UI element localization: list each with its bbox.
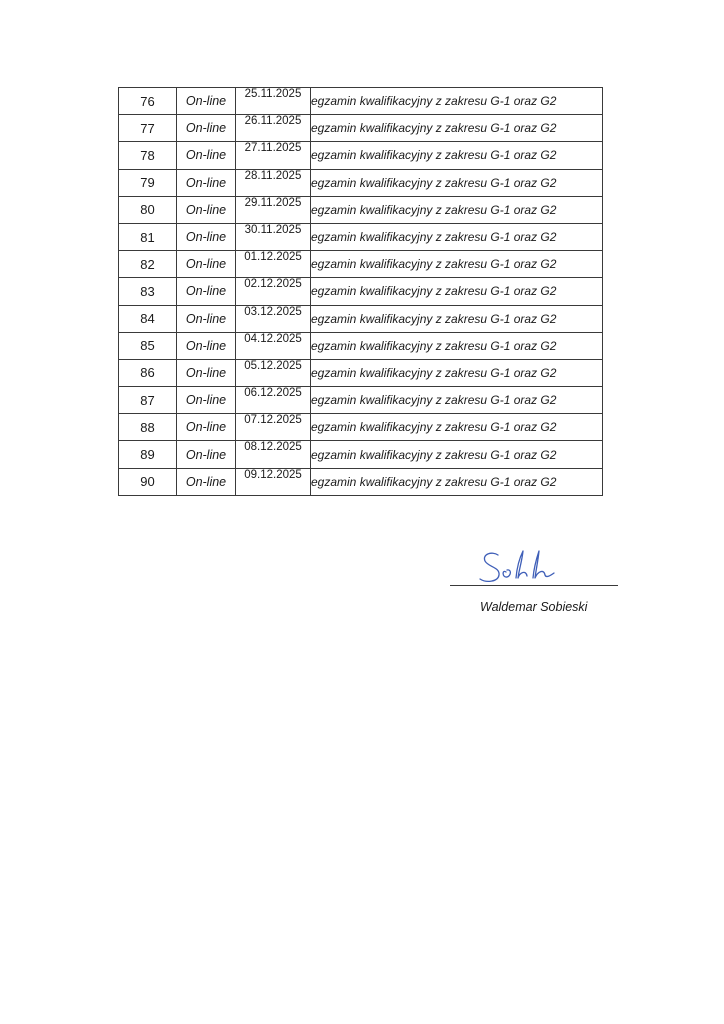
row-description: egzamin kwalifikacyjny z zakresu G-1 oraz G2 (311, 332, 603, 359)
signature-line (450, 585, 618, 586)
row-number: 87 (119, 387, 177, 414)
row-mode: On-line (177, 414, 236, 441)
row-date: 26.11.2025 (236, 115, 311, 142)
row-date: 29.11.2025 (236, 196, 311, 223)
row-date: 06.12.2025 (236, 387, 311, 414)
row-description: egzamin kwalifikacyjny z zakresu G-1 oraz G2 (311, 387, 603, 414)
handwritten-signature (476, 545, 586, 587)
row-mode: On-line (177, 223, 236, 250)
row-number: 77 (119, 115, 177, 142)
row-description: egzamin kwalifikacyjny z zakresu G-1 oraz G2 (311, 468, 603, 495)
row-number: 80 (119, 196, 177, 223)
row-description: egzamin kwalifikacyjny z zakresu G-1 oraz G2 (311, 251, 603, 278)
row-description: egzamin kwalifikacyjny z zakresu G-1 oraz G2 (311, 169, 603, 196)
row-mode: On-line (177, 88, 236, 115)
row-mode: On-line (177, 142, 236, 169)
row-date: 07.12.2025 (236, 414, 311, 441)
row-date: 30.11.2025 (236, 223, 311, 250)
row-number: 88 (119, 414, 177, 441)
row-number: 81 (119, 223, 177, 250)
table-row (119, 278, 603, 305)
row-mode: On-line (177, 251, 236, 278)
row-description: egzamin kwalifikacyjny z zakresu G-1 oraz G2 (311, 359, 603, 386)
row-description: egzamin kwalifikacyjny z zakresu G-1 oraz G2 (311, 441, 603, 468)
row-mode: On-line (177, 441, 236, 468)
row-mode: On-line (177, 169, 236, 196)
table-row (119, 169, 603, 196)
row-number: 76 (119, 88, 177, 115)
row-date: 02.12.2025 (236, 278, 311, 305)
row-number: 84 (119, 305, 177, 332)
row-number: 86 (119, 359, 177, 386)
row-mode: On-line (177, 278, 236, 305)
row-description: egzamin kwalifikacyjny z zakresu G-1 oraz G2 (311, 278, 603, 305)
row-number: 85 (119, 332, 177, 359)
row-mode: On-line (177, 115, 236, 142)
row-mode: On-line (177, 196, 236, 223)
row-date: 28.11.2025 (236, 169, 311, 196)
row-date: 25.11.2025 (236, 88, 311, 115)
table-row (119, 441, 603, 468)
row-description: egzamin kwalifikacyjny z zakresu G-1 oraz G2 (311, 414, 603, 441)
row-mode: On-line (177, 332, 236, 359)
row-number: 90 (119, 468, 177, 495)
row-date: 03.12.2025 (236, 305, 311, 332)
table-row (119, 196, 603, 223)
row-description: egzamin kwalifikacyjny z zakresu G-1 oraz G2 (311, 142, 603, 169)
row-description: egzamin kwalifikacyjny z zakresu G-1 oraz G2 (311, 305, 603, 332)
table-row (119, 305, 603, 332)
row-mode: On-line (177, 468, 236, 495)
table-row (119, 251, 603, 278)
table-row (119, 414, 603, 441)
row-date: 04.12.2025 (236, 332, 311, 359)
row-mode: On-line (177, 387, 236, 414)
row-description: egzamin kwalifikacyjny z zakresu G-1 oraz G2 (311, 223, 603, 250)
row-description: egzamin kwalifikacyjny z zakresu G-1 oraz G2 (311, 88, 603, 115)
signature-block (450, 545, 620, 625)
row-date: 27.11.2025 (236, 142, 311, 169)
row-number: 89 (119, 441, 177, 468)
row-date: 05.12.2025 (236, 359, 311, 386)
exam-schedule-body (119, 88, 603, 496)
row-number: 82 (119, 251, 177, 278)
row-description: egzamin kwalifikacyjny z zakresu G-1 oraz G2 (311, 196, 603, 223)
table-row (119, 468, 603, 495)
table-row (119, 142, 603, 169)
row-number: 83 (119, 278, 177, 305)
signatory-name: Waldemar Sobieski (480, 600, 588, 614)
row-mode: On-line (177, 305, 236, 332)
row-number: 79 (119, 169, 177, 196)
table-row (119, 387, 603, 414)
row-date: 08.12.2025 (236, 441, 311, 468)
table-row (119, 223, 603, 250)
table-row (119, 88, 603, 115)
row-description: egzamin kwalifikacyjny z zakresu G-1 oraz G2 (311, 115, 603, 142)
row-number: 78 (119, 142, 177, 169)
table-row (119, 359, 603, 386)
row-date: 01.12.2025 (236, 251, 311, 278)
row-date: 09.12.2025 (236, 468, 311, 495)
exam-schedule-table (118, 87, 603, 496)
table-row (119, 332, 603, 359)
table-row (119, 115, 603, 142)
row-mode: On-line (177, 359, 236, 386)
